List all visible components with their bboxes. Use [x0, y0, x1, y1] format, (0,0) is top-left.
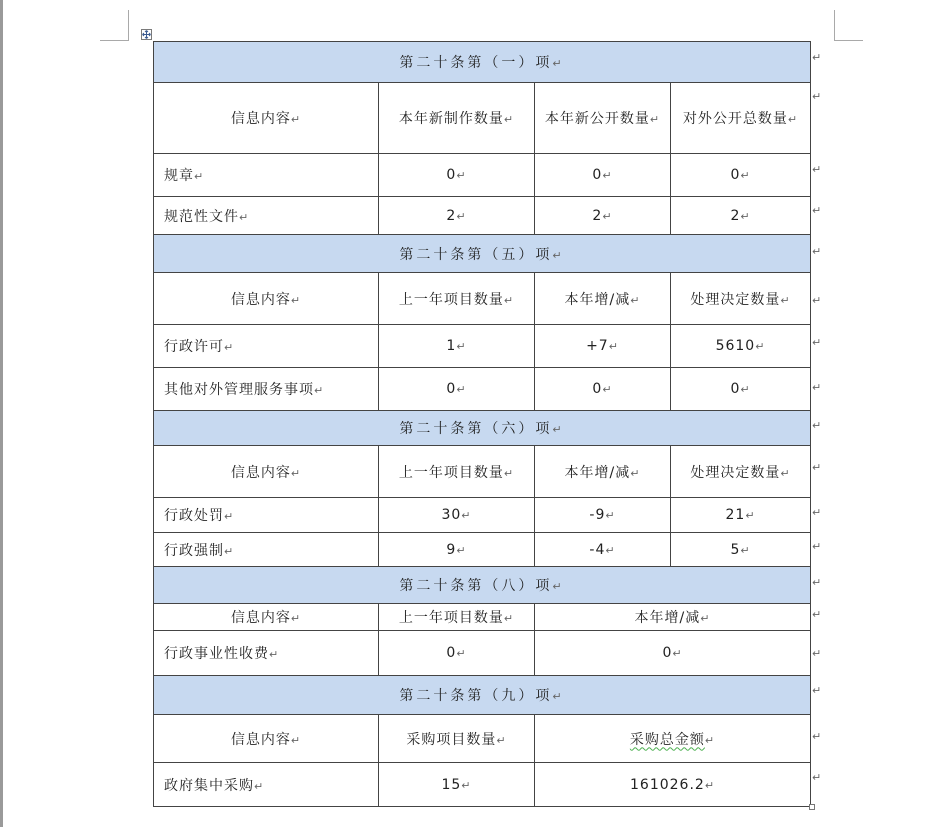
column-header: 信息内容↵	[154, 273, 379, 325]
end-of-row-mark: ↵	[812, 730, 822, 743]
table-move-handle-icon[interactable]	[141, 29, 152, 40]
column-header: 采购项目数量↵	[379, 715, 535, 763]
column-header: 处理决定数量↵	[671, 273, 811, 325]
table-resize-handle[interactable]	[809, 804, 815, 810]
table-row	[154, 325, 811, 368]
end-of-row-mark: ↵	[812, 204, 822, 217]
disclosure-table	[153, 41, 811, 807]
end-of-row-mark: ↵	[812, 540, 822, 553]
row-label: 行政强制↵	[154, 533, 379, 567]
column-header: 处理决定数量↵	[671, 446, 811, 498]
end-of-row-mark: ↵	[812, 506, 822, 519]
column-header: 本年新公开数量↵	[535, 83, 671, 154]
end-of-row-mark: ↵	[812, 608, 822, 621]
table-cell: 15↵	[379, 763, 535, 807]
table-row	[154, 498, 811, 533]
row-label: 规章↵	[154, 154, 379, 197]
end-of-row-mark: ↵	[812, 336, 822, 349]
table-row	[154, 631, 811, 676]
row-label: 行政处罚↵	[154, 498, 379, 533]
column-header-row	[154, 273, 811, 325]
section-title: 第二十条第（一）项↵	[154, 42, 811, 83]
end-of-row-mark: ↵	[812, 245, 822, 258]
end-of-row-mark: ↵	[812, 576, 822, 589]
column-header-row	[154, 446, 811, 498]
table-cell: 0↵	[379, 631, 535, 676]
column-header: 信息内容↵	[154, 715, 379, 763]
table-cell: -4↵	[535, 533, 671, 567]
table-cell: 2↵	[671, 197, 811, 235]
column-header: 上一年项目数量↵	[379, 273, 535, 325]
row-label: 规范性文件↵	[154, 197, 379, 235]
table-cell: 0↵	[379, 368, 535, 411]
end-of-row-mark: ↵	[812, 51, 822, 64]
section-header-row	[154, 411, 811, 446]
table-cell: 0↵	[671, 368, 811, 411]
column-header: 本年增/减↵	[535, 273, 671, 325]
table-cell: 2↵	[379, 197, 535, 235]
table-row	[154, 533, 811, 567]
table-row	[154, 197, 811, 235]
table-cell: 5610↵	[671, 325, 811, 368]
column-header-row	[154, 604, 811, 631]
page-edge	[0, 0, 3, 827]
table-cell: 30↵	[379, 498, 535, 533]
column-header: 上一年项目数量↵	[379, 446, 535, 498]
end-of-row-mark: ↵	[812, 419, 822, 432]
table-cell: 2↵	[535, 197, 671, 235]
end-of-row-mark: ↵	[812, 90, 822, 103]
crop-mark-left	[100, 40, 129, 41]
column-header: 本年增/减↵	[535, 446, 671, 498]
table-row	[154, 368, 811, 411]
column-header-row	[154, 83, 811, 154]
section-title: 第二十条第（八）项↵	[154, 567, 811, 604]
section-header-row	[154, 235, 811, 273]
end-of-row-mark: ↵	[812, 461, 822, 474]
table-row	[154, 154, 811, 197]
end-of-row-mark: ↵	[812, 163, 822, 176]
row-label: 行政许可↵	[154, 325, 379, 368]
column-header: 信息内容↵	[154, 604, 379, 631]
end-of-row-mark: ↵	[812, 647, 822, 660]
table-cell: 0↵	[535, 368, 671, 411]
section-header-row	[154, 42, 811, 83]
section-title: 第二十条第（九）项↵	[154, 676, 811, 715]
column-header: 采购总金额↵	[535, 715, 811, 763]
crop-mark-left	[128, 10, 129, 41]
section-title: 第二十条第（六）项↵	[154, 411, 811, 446]
crop-mark-right	[834, 40, 863, 41]
table-row	[154, 763, 811, 807]
row-label: 其他对外管理服务事项↵	[154, 368, 379, 411]
section-title: 第二十条第（五）项↵	[154, 235, 811, 273]
column-header: 上一年项目数量↵	[379, 604, 535, 631]
column-header: 本年增/减↵	[535, 604, 811, 631]
section-header-row	[154, 567, 811, 604]
crop-mark-right	[834, 10, 835, 41]
column-header: 信息内容↵	[154, 446, 379, 498]
end-of-row-mark: ↵	[812, 294, 822, 307]
end-of-row-mark: ↵	[812, 381, 822, 394]
table-cell: 0↵	[671, 154, 811, 197]
row-label: 政府集中采购↵	[154, 763, 379, 807]
end-of-row-mark: ↵	[812, 771, 822, 784]
table-cell: +7↵	[535, 325, 671, 368]
column-header: 信息内容↵	[154, 83, 379, 154]
end-of-row-mark: ↵	[812, 684, 822, 697]
table-cell: 9↵	[379, 533, 535, 567]
table-cell: 5↵	[671, 533, 811, 567]
column-header: 本年新制作数量↵	[379, 83, 535, 154]
table-cell: 21↵	[671, 498, 811, 533]
row-label: 行政事业性收费↵	[154, 631, 379, 676]
table-cell: 0↵	[535, 631, 811, 676]
table-cell: 0↵	[535, 154, 671, 197]
table-cell: 161026.2↵	[535, 763, 811, 807]
table-cell: 0↵	[379, 154, 535, 197]
column-header-row	[154, 715, 811, 763]
column-header: 对外公开总数量↵	[671, 83, 811, 154]
table-cell: -9↵	[535, 498, 671, 533]
section-header-row	[154, 676, 811, 715]
table-cell: 1↵	[379, 325, 535, 368]
